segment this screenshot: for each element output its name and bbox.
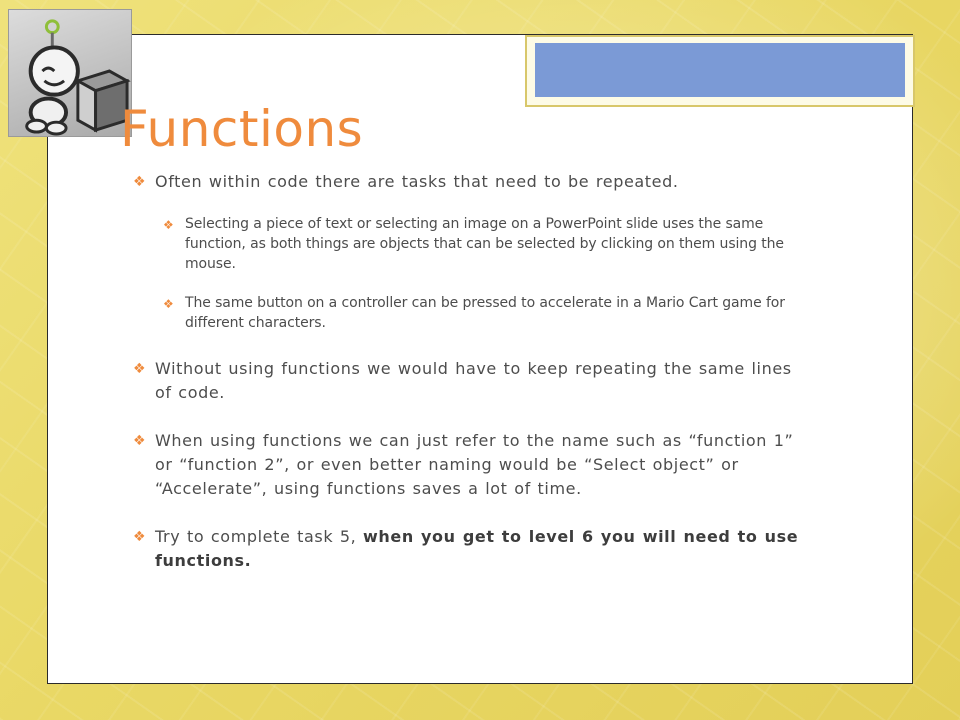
bullet-text: Often within code there are tasks that need to be repeated. [155, 172, 679, 191]
diamond-bullet-icon: ❖ [133, 361, 147, 377]
header-image-frame [525, 35, 915, 107]
bullet-text: Without using functions we would have to keep repeating the same lines of code. [155, 359, 792, 402]
sub-bullet-item [163, 293, 813, 333]
bullet-item [133, 357, 813, 405]
diamond-bullet-icon: ❖ [133, 174, 147, 190]
diamond-bullet-icon: ❖ [163, 297, 174, 311]
diamond-bullet-icon: ❖ [133, 529, 147, 545]
bullet-text-plain: Try to complete task 5, [155, 527, 364, 546]
header-image-panel [535, 43, 905, 97]
robot-with-box-icon [8, 9, 132, 137]
slide-title: Functions [120, 100, 364, 158]
bullet-text-bold: when you get to level 6 you will need to use functions. [155, 527, 799, 570]
diamond-bullet-icon: ❖ [133, 433, 147, 449]
bullet-text: When using functions we can just refer to the name such as “function 1” or “function 2”, or even better naming would be “Select object” or “Accelerate”, using functions saves a lot of time. [155, 431, 794, 498]
bullet-item [133, 170, 813, 194]
sub-bullet-item [163, 214, 813, 274]
bullet-item [133, 525, 813, 573]
sub-bullet-text: Selecting a piece of text or selecting an image on a PowerPoint slide uses the same function, as both things are objects that can be selected by clicking on them using the mouse. [185, 216, 784, 272]
sub-bullet-text: The same button on a controller can be pressed to accelerate in a Mario Cart game for different characters. [185, 295, 785, 331]
bullet-item [133, 429, 813, 501]
bullet-list [133, 170, 813, 573]
diamond-bullet-icon: ❖ [163, 218, 174, 232]
